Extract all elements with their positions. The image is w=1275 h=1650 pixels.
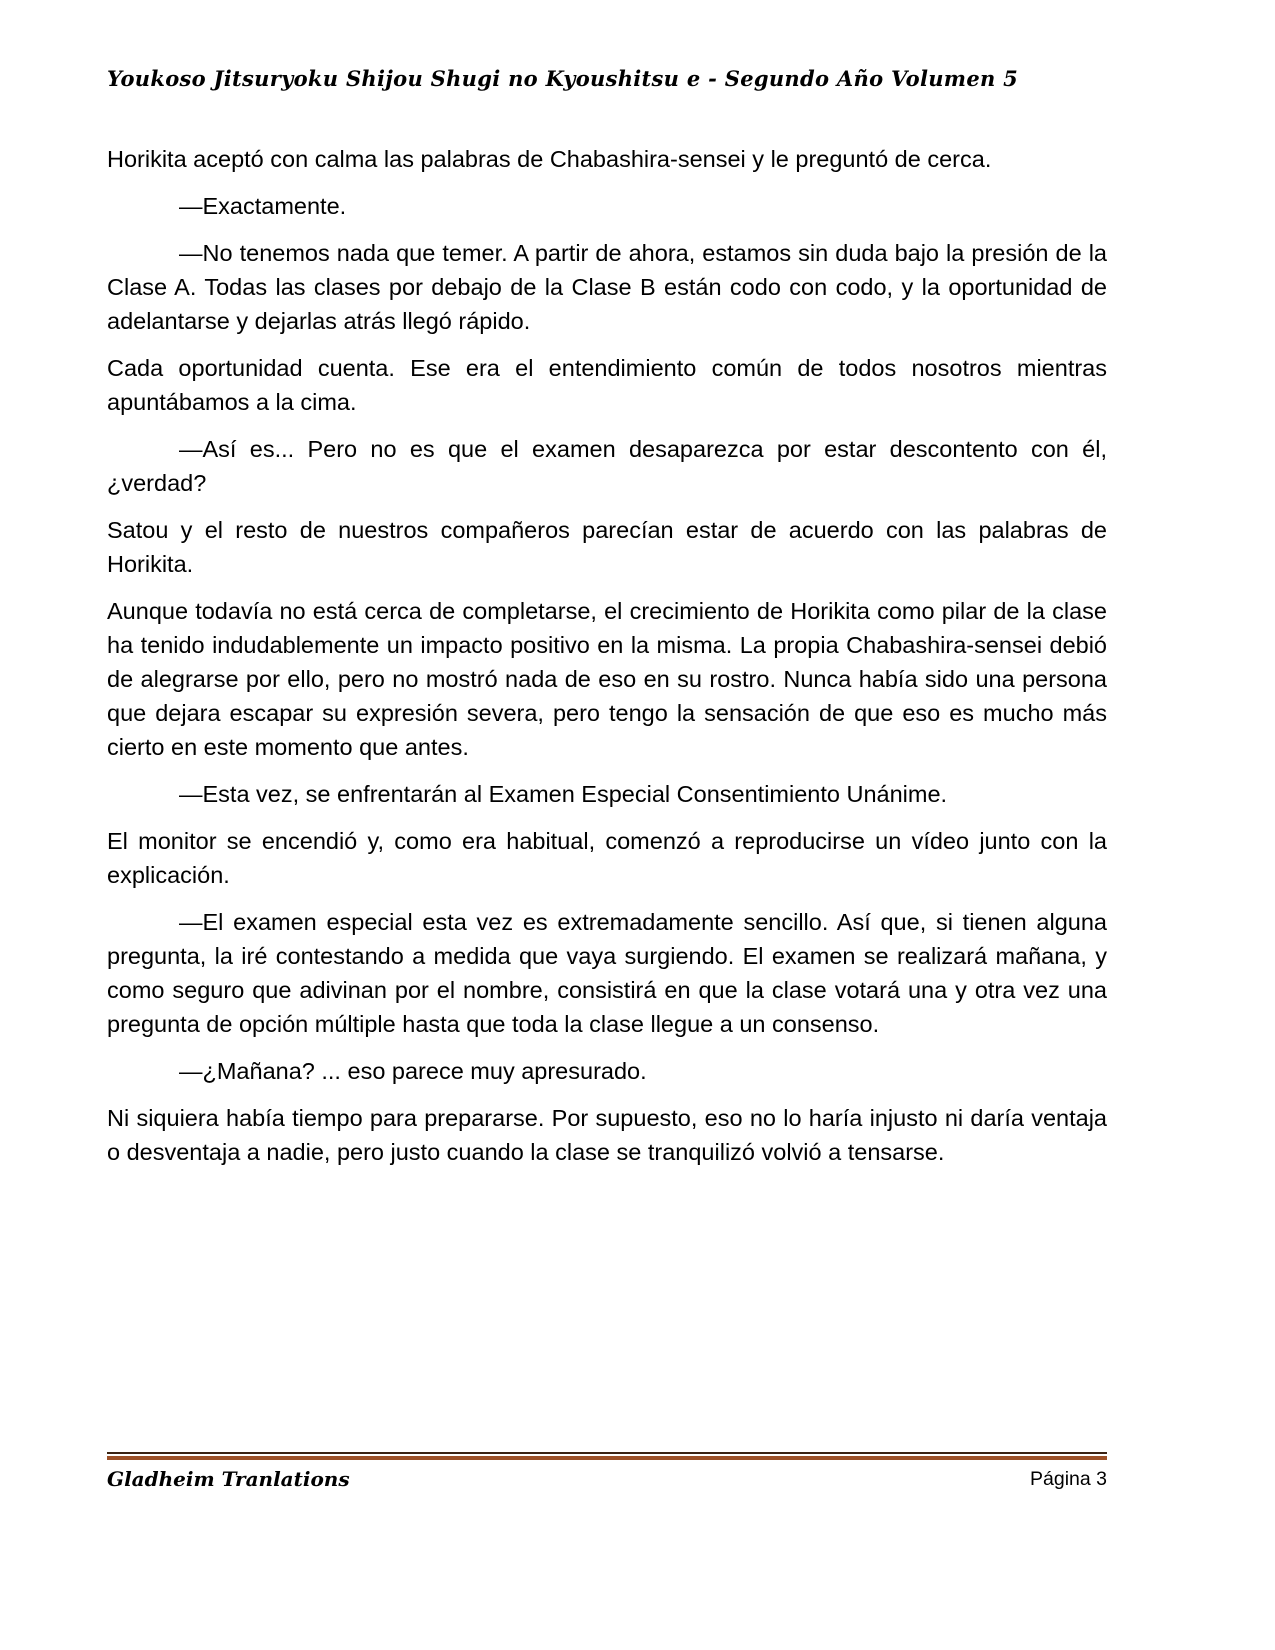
paragraph-dialogue: —Así es... Pero no es que el examen desaparezca por estar descontento con él, ¿verdad? (107, 436, 1107, 496)
page-footer (107, 1452, 1107, 1491)
footer-page-number: Página 3 (1030, 1468, 1107, 1490)
paragraph-dialogue: —El examen especial esta vez es extremadamente sencillo. Así que, si tienen alguna pregunta, la iré contestando a medida que vaya surgiendo. El examen se realizará mañana, y como seguro que adivinan por el nombre, consistirá en que la clase votará una y otra vez una pregunta de opción múltiple hasta que toda la clase llegue a un consenso. (107, 909, 1107, 1037)
paragraph: Aunque todavía no está cerca de completarse, el crecimiento de Horikita como pilar de la clase ha tenido indudablemente un impacto positivo en la misma. La propia Chabashira-sensei debió de alegrarse por ello, pero no mostró nada de eso en su rostro. Nunca había sido una persona que dejara escapar su expresión severa, pero tengo la sensación de que eso es mucho más cierto en este momento que antes. (107, 598, 1107, 760)
paragraph-dialogue: —No tenemos nada que temer. A partir de ahora, estamos sin duda bajo la presión de la Clase A. Todas las clases por debajo de la Clase B están codo con codo, y la oportunidad de adelantarse y dejarlas atrás llegó rápido. (107, 240, 1107, 334)
footer-row (107, 1467, 1107, 1491)
footer-translator-credit: Gladheim Tranlations (107, 1467, 350, 1491)
footer-rule-thick (107, 1456, 1107, 1460)
paragraph: Horikita aceptó con calma las palabras de Chabashira-sensei y le preguntó de cerca. (107, 146, 992, 172)
paragraph: El monitor se encendió y, como era habitual, comenzó a reproducirse un vídeo junto con la explicación. (107, 828, 1107, 888)
paragraph: Ni siquiera había tiempo para prepararse. Por supuesto, eso no lo haría injusto ni daría ventaja o desventaja a nadie, pero justo cuando la clase se tranquilizó volvió a tensarse. (107, 1105, 1107, 1165)
paragraph: Satou y el resto de nuestros compañeros parecían estar de acuerdo con las palabras de Horikita. (107, 517, 1107, 577)
body-paragraphs (107, 142, 1107, 1182)
paragraph-dialogue: —Esta vez, se enfrentarán al Examen Especial Consentimiento Unánime. (179, 781, 948, 807)
paragraph-dialogue: —Exactamente. (179, 193, 347, 219)
paragraph: Cada oportunidad cuenta. Ese era el entendimiento común de todos nosotros mientras apuntábamos a la cima. (107, 355, 1107, 415)
page-header-title: Youkoso Jitsuryoku Shijou Shugi no Kyoushitsu e - Segundo Año Volumen 5 (107, 66, 1019, 91)
paragraph-dialogue: —¿Mañana? ... eso parece muy apresurado. (179, 1058, 647, 1084)
